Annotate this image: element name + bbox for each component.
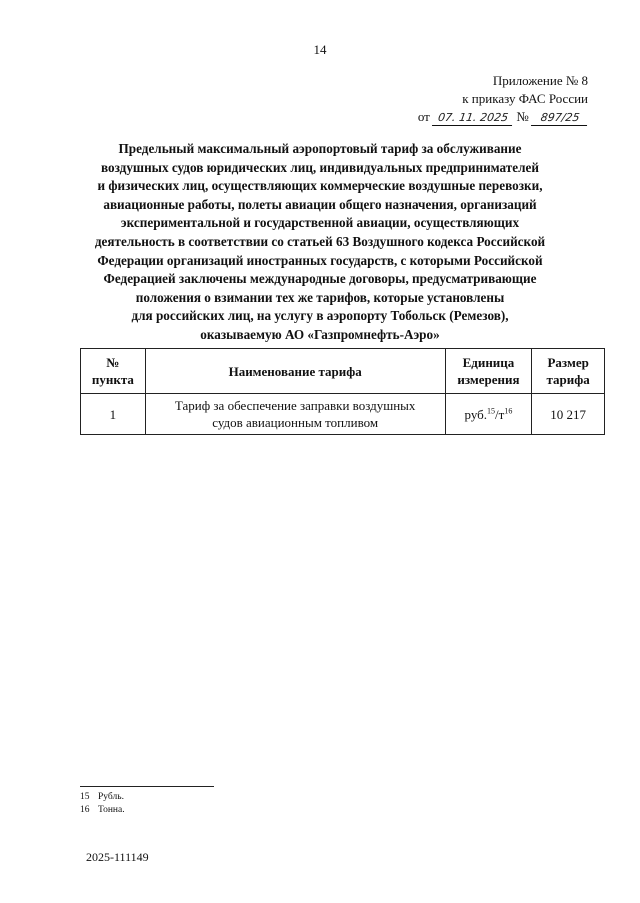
footnote-separator — [80, 786, 214, 787]
title-line: Предельный максимальный аэропортовый тариф за обслуживание — [118, 141, 522, 156]
footnote-item — [80, 804, 125, 817]
document-title — [80, 140, 560, 345]
order-date-handwritten: 07. 11. 2025 — [432, 111, 514, 126]
footnote-text: Рубль. — [98, 792, 124, 802]
cell-tariff-size: 10 217 — [532, 394, 605, 435]
order-number-handwritten: 897/25 — [531, 111, 589, 126]
header-tariff-size: Размер тарифа — [532, 349, 605, 394]
header-unit: Единица измерения — [445, 349, 532, 394]
cell-item-number: 1 — [81, 394, 146, 435]
title-line: экспериментальной и государственной авиации, осуществляющих — [120, 215, 520, 231]
title-line: Федерацией заключены международные договоры, предусматривающие — [103, 271, 537, 287]
footnotes — [80, 791, 125, 817]
title-line: положения о взимании тех же тарифов, которые установлены — [135, 289, 505, 305]
header-tariff-name: Наименование тарифа — [145, 349, 445, 394]
cell-unit: $руб.^{15}/т^{16}$ — [445, 394, 532, 435]
annex-order-line — [418, 108, 588, 126]
document-code: 2025-111149 — [86, 850, 149, 864]
footnote-number: 15 — [80, 792, 90, 802]
annex-header — [418, 72, 588, 126]
title-line: для российских лиц, на услугу в аэропорту Тобольск (Ремезов), — [131, 308, 509, 324]
cell-tariff-name: Тариф за обеспечение заправки воздушных судов авиационным топливом — [145, 394, 445, 435]
title-line: и физических лиц, осуществляющих коммерческие воздушные перевозки, — [97, 178, 543, 194]
footnote-number: 16 — [80, 805, 90, 815]
order-from-label: от — [417, 109, 430, 124]
page-number: 14 — [313, 42, 327, 57]
title-line: оказываемую АО «Газпромнефть-Аэро» — [200, 326, 440, 342]
footnote-ref-16: 16 — [504, 406, 513, 416]
title-line: Федерации организаций иностранных государств, с которыми Российской — [97, 252, 543, 268]
annex-title: Приложение № 8 — [492, 73, 588, 88]
table-row — [81, 394, 605, 435]
footnote-text: Тонна. — [98, 805, 125, 815]
annex-order-ref: к приказу ФАС России — [462, 91, 588, 106]
title-line: деятельность в соответствии со статьей 63 Воздушного кодекса Российской — [94, 233, 546, 249]
footnote-item — [80, 791, 125, 804]
tariff-table — [80, 348, 605, 435]
footnote-ref-15: 15 — [487, 406, 496, 416]
order-number-label: № — [516, 109, 529, 124]
title-line: воздушных судов юридических лиц, индивидуальных предпринимателей — [100, 159, 539, 175]
title-line: авиационные работы, полеты авиации общего назначения, организаций — [103, 196, 537, 212]
table-header-row — [81, 349, 605, 394]
header-item-number: № пункта — [81, 349, 146, 394]
